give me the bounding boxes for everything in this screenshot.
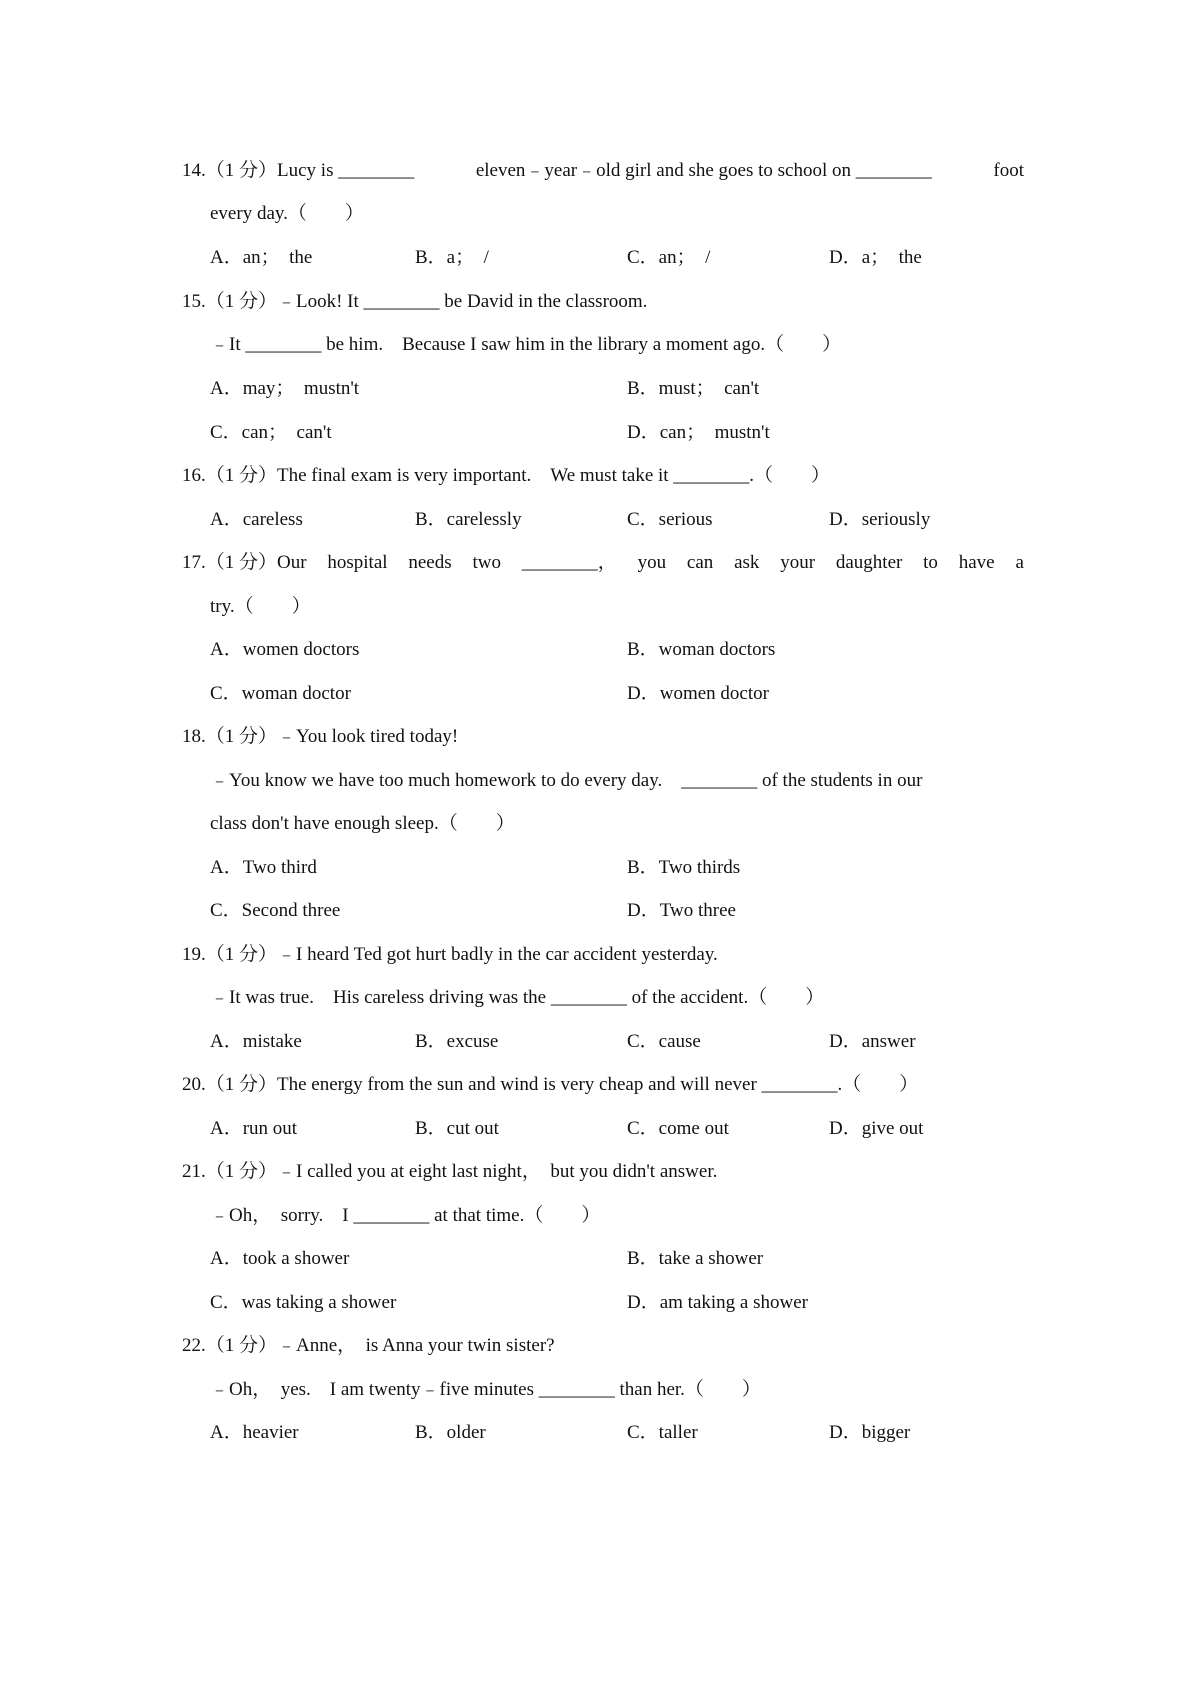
q14-seg-3: foot [993,160,1024,181]
option-a[interactable]: A．heavier [210,1422,299,1443]
question-18-options-row-1 [210,853,1040,883]
option-a[interactable]: A．an； the [210,247,313,268]
question-18-stem-line-3: class don't have enough sleep.（ ） [210,813,515,834]
question-15-options-row-1 [210,374,1040,404]
option-b[interactable]: B．take a shower [627,1248,764,1269]
q17-seg-11: to [923,552,938,573]
question-16-options [210,505,1040,535]
option-a[interactable]: A．may； mustn't [210,378,360,399]
option-b[interactable]: B．a； / [415,247,489,268]
option-c[interactable]: C．come out [627,1118,729,1139]
option-b[interactable]: B．cut out [415,1118,499,1139]
question-15-stem-line-1: 15.（1 分）﹣Look! It ________ be David in the classroom. [182,291,648,312]
q17-seg-7: can [686,552,714,573]
question-17-options-row-2 [210,679,1040,709]
question-14-stem-line-1 [182,156,1024,186]
question-17-stem-line-2: try.（ ） [210,596,311,617]
question-15-stem-line-2: ﹣It ________ be him. Because I saw him in the library a moment ago.（ ） [210,334,842,355]
option-a[interactable]: A．careless [210,509,303,530]
option-a[interactable]: A．mistake [210,1031,302,1052]
option-c[interactable]: C．taller [627,1422,698,1443]
question-22-stem-line-2: ﹣Oh， yes. I am twenty﹣five minutes ________ than her.（ ） [210,1379,761,1400]
q17-seg-10: daughter [835,552,903,573]
question-14-stem-line-2: every day.（ ） [210,203,364,224]
option-d[interactable]: D．am taking a shower [627,1292,808,1313]
q14-seg-2: eleven﹣year﹣old girl and she goes to school on ________ [475,160,932,181]
question-22-options [210,1418,1040,1448]
question-19-options [210,1027,1040,1057]
question-15-options-row-2 [210,418,1040,448]
option-a[interactable]: A．women doctors [210,639,360,660]
option-c[interactable]: C．cause [627,1031,701,1052]
question-18-stem-line-1: 18.（1 分）﹣You look tired today! [182,726,459,747]
option-d[interactable]: D．women doctor [627,683,769,704]
question-18-stem-line-2: ﹣You know we have too much homework to do every day. ________ of the students in our [210,770,923,791]
option-c[interactable]: C．Second three [210,900,341,921]
question-22-stem-line-1: 22.（1 分）﹣Anne， is Anna your twin sister? [182,1335,555,1356]
option-d[interactable]: D．answer [829,1031,916,1052]
option-c[interactable]: C．an； / [627,247,711,268]
q17-seg-13: a [1015,552,1024,573]
question-21-options-row-1 [210,1244,1040,1274]
option-d[interactable]: D．give out [829,1118,924,1139]
question-17-stem-line-1 [182,548,1024,578]
question-16-stem-line-1: 16.（1 分）The final exam is very important. We must take it ________.（ ） [182,465,831,486]
option-b[interactable]: B．woman doctors [627,639,776,660]
q17-seg-3: needs [408,552,452,573]
option-c[interactable]: C．serious [627,509,713,530]
option-b[interactable]: B．excuse [415,1031,499,1052]
question-14-options [210,243,1040,273]
option-d[interactable]: D．seriously [829,509,931,530]
q14-seg-1: 14.（1 分）Lucy is ________ [182,160,415,181]
question-21-options-row-2 [210,1288,1040,1318]
option-b[interactable]: B．must； can't [627,378,760,399]
q17-seg-2: hospital [327,552,388,573]
option-a[interactable]: A．Two third [210,857,317,878]
option-c[interactable]: C．woman doctor [210,683,351,704]
question-21-stem-line-1: 21.（1 分）﹣I called you at eight last night， but you didn't answer. [182,1161,718,1182]
q17-seg-4: two [472,552,501,573]
option-d[interactable]: D．can； mustn't [627,422,770,443]
question-20-stem-line-1: 20.（1 分）The energy from the sun and wind is very cheap and will never ________.（ ） [182,1074,919,1095]
q17-seg-9: your [780,552,816,573]
option-c[interactable]: C．was taking a shower [210,1292,397,1313]
q17-seg-6: you [637,552,667,573]
question-21-stem-line-2: ﹣Oh， sorry. I ________ at that time.（ ） [210,1205,601,1226]
option-d[interactable]: D．Two three [627,900,736,921]
question-20-options [210,1114,1040,1144]
option-b[interactable]: B．carelessly [415,509,522,530]
option-d[interactable]: D．a； the [829,247,922,268]
option-b[interactable]: B．Two thirds [627,857,741,878]
q17-seg-12: have [958,552,995,573]
option-b[interactable]: B．older [415,1422,486,1443]
option-c[interactable]: C．can； can't [210,422,332,443]
q17-seg-8: ask [734,552,760,573]
q17-seg-1: 17.（1 分）Our [182,552,307,573]
question-19-stem-line-1: 19.（1 分）﹣I heard Ted got hurt badly in the car accident yesterday. [182,944,718,965]
option-a[interactable]: A．run out [210,1118,298,1139]
question-17-options-row-1 [210,635,1040,665]
question-18-options-row-2 [210,896,1040,926]
q17-seg-5: ________， [521,552,617,573]
option-d[interactable]: D．bigger [829,1422,911,1443]
question-19-stem-line-2: ﹣It was true. His careless driving was the ________ of the accident.（ ） [210,987,825,1008]
option-a[interactable]: A．took a shower [210,1248,350,1269]
